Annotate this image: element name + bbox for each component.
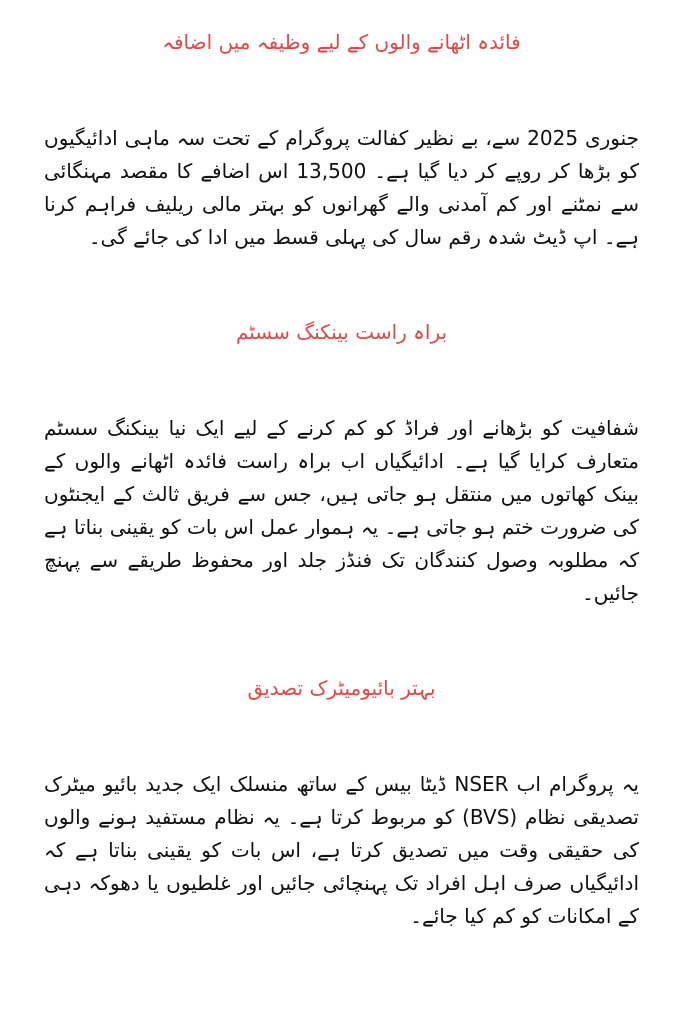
section-paragraph: جنوری 2025 سے، بے نظیر کفالت پروگرام کے تحت سہ ماہی ادائیگیوں کو بڑھا کر روپے کر دیا گیا ہے۔ 13,500 اس اضافے کا مقصد مہنگائی سے نمٹنے اور کم آمدنی والے گھرانوں کو بہتر مالی ریلیف فراہم کرنا ہے۔ اپ ڈیٹ شدہ رقم سال کی پہلی قسط میں ادا کی جائے گی۔ [44, 126, 639, 249]
section-heading: بہتر بائیومیٹرک تصدیق [247, 676, 436, 700]
section-heading: براہ راست بینکنگ سسٹم [235, 320, 448, 344]
section-direct-banking [44, 312, 639, 610]
section-stipend-increase [44, 22, 639, 254]
section-paragraph: شفافیت کو بڑھانے اور فراڈ کو کم کرنے کے لیے ایک نیا بینکنگ سسٹم متعارف کرایا گیا ہے۔ ادائیگیاں اب براہ راست فائدہ اٹھانے والوں کے بینک کھاتوں میں منتقل ہو جاتی ہیں، جس سے فریق ثالث کے ایجنٹوں کی ضرورت ختم ہو جاتی ہے۔ یہ ہموار عمل اس بات کو یقینی بناتا ہے کہ مطلوبہ وصول کنندگان تک فنڈز جلد اور محفوظ طریقے سے پہنچ جائیں۔ [44, 416, 639, 605]
section-biometric-verification [44, 668, 639, 933]
section-paragraph: یہ پروگرام اب NSER ڈیٹا بیس کے ساتھ منسلک ایک جدید بائیو میٹرک تصدیقی نظام (BVS) کو مربوط کرتا ہے۔ یہ نظام مستفید ہونے والوں کی حقیقی وقت میں تصدیق کرتا ہے، اس بات کو یقینی بناتا ہے کہ ادائیگیاں صرف اہل افراد تک پہنچائی جائیں اور غلطیوں یا دھوکہ دہی کے امکانات کو کم کیا جائے۔ [44, 772, 640, 928]
section-heading: فائدہ اٹھانے والوں کے لیے وظیفہ میں اضافہ [162, 30, 521, 54]
